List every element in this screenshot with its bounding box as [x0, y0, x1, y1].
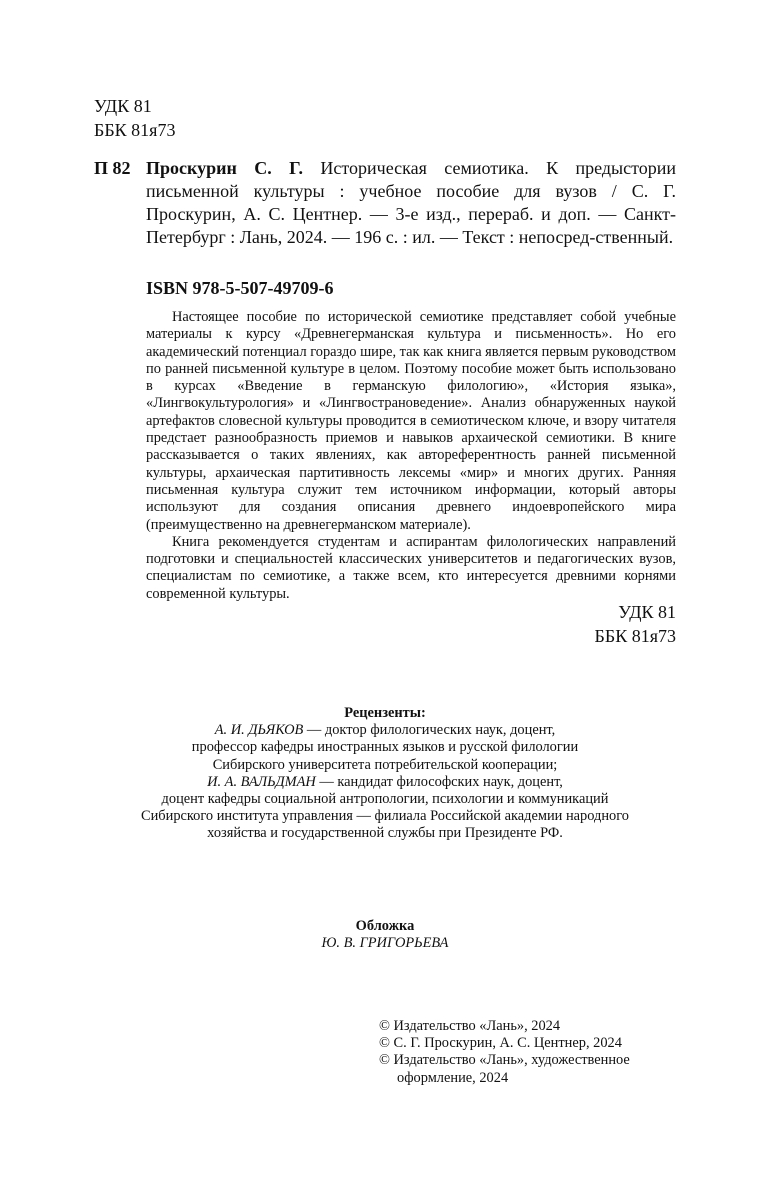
reviewer-1-name: А. И. ДЬЯКОВ [214, 722, 304, 739]
reviewer-1-line-2: профессор кафедры иностранных языков и русской филологии [191, 739, 579, 756]
udk-code: УДК 81 [94, 96, 152, 116]
udk-code-bottom: УДК 81 [618, 602, 676, 622]
author-name: Проскурин С. Г. [146, 158, 304, 178]
annotation-paragraph-2: Книга рекомендуется студентам и аспирантам филологических направлений подготовки и специальностей классических университетов и педагогических вузов, специалистам по семиотике, а также всем, кто интересуется древними корнями современной культуры. [146, 533, 676, 602]
reviewer-1-line-3: Сибирского университета потребительской кооперации; [212, 756, 558, 773]
cover-designer: Ю. В. ГРИГОРЬЕВА [321, 935, 449, 952]
copyright-line-3: © Издательство «Лань», художественное [379, 1052, 630, 1069]
bbk-code-bottom: ББК 81я73 [594, 626, 676, 646]
bibliographic-record [94, 157, 676, 249]
annotation-paragraph-1: Настоящее пособие по исторической семиотике представляет собой учебные материалы к курсу «Древнегерманская культура и письменность». Но его академический потенциал гораздо шире, так как книга является первым руководством по ранней письменной культуре в целом. Поэтому пособие может быть использовано в курсах «Введение в германскую филологию», «История языка», «Лингвокультурология» и «Лингвострановедение». Анализ обнаруженных наукой артефактов словесной культуры проводится в семиотическом ключе, и взору читателя предстает разнообразность приемов и навыков архаической семиотики. В книге рассказывается о таких явлениях, как автореферентность ранней письменной культуры, архаическая партитивность лексемы «мир» и многих других. Ранняя письменная культура служит тем источником информации, который авторы используют для создания описания древнего индоевропейского мира (преимущественно на древнегерманском материале). [146, 309, 676, 533]
reviewer-2-line-2: доцент кафедры социальной антропологии, психологии и коммуникаций [161, 791, 609, 808]
reviewers-heading: Рецензенты: [344, 705, 426, 721]
classification-codes-bottom [595, 600, 676, 648]
copyright-line-1: © Издательство «Лань», 2024 [379, 1018, 561, 1034]
copyright-block [379, 1018, 630, 1087]
reviewer-2-line-4: хозяйства и государственной службы при Президенте РФ. [207, 825, 563, 842]
bibliographic-description: Историческая семиотика. К предыстории письменной культуры : учебное пособие для вузов / С. Г. Проскурин, А. С. Центнер. — 3-е изд., перераб. и доп. — Санкт-Петербург : Лань, 2024. — 196 с. : ил. — Текст : непосред-ственный. [146, 158, 676, 247]
reviewers-block [100, 705, 670, 843]
reviewer-1-line-1 [100, 722, 670, 739]
bbk-code: ББК 81я73 [94, 120, 176, 140]
annotation [146, 309, 676, 603]
copyright-line-2: © С. Г. Проскурин, А. С. Центнер, 2024 [379, 1035, 622, 1052]
reviewer-2-line-3: Сибирского института управления — филиала Российской академии народного [141, 808, 629, 825]
author-mark: П 82 [94, 158, 131, 178]
classification-codes-top [94, 94, 175, 142]
reviewer-1-degree: — доктор филологических наук, доцент, [303, 722, 556, 739]
cover-credit [100, 918, 670, 952]
reviewer-2-name: И. А. ВАЛЬДМАН [207, 773, 316, 790]
copyright-line-3-continued: оформление, 2024 [397, 1069, 509, 1086]
bibliographic-entry [146, 157, 676, 249]
cover-heading: Обложка [355, 918, 415, 934]
reviewer-2-degree: — кандидат философских наук, доцент, [315, 773, 563, 790]
reviewer-2-line-1 [100, 774, 670, 791]
isbn: ISBN 978-5-507-49709-6 [146, 278, 334, 298]
